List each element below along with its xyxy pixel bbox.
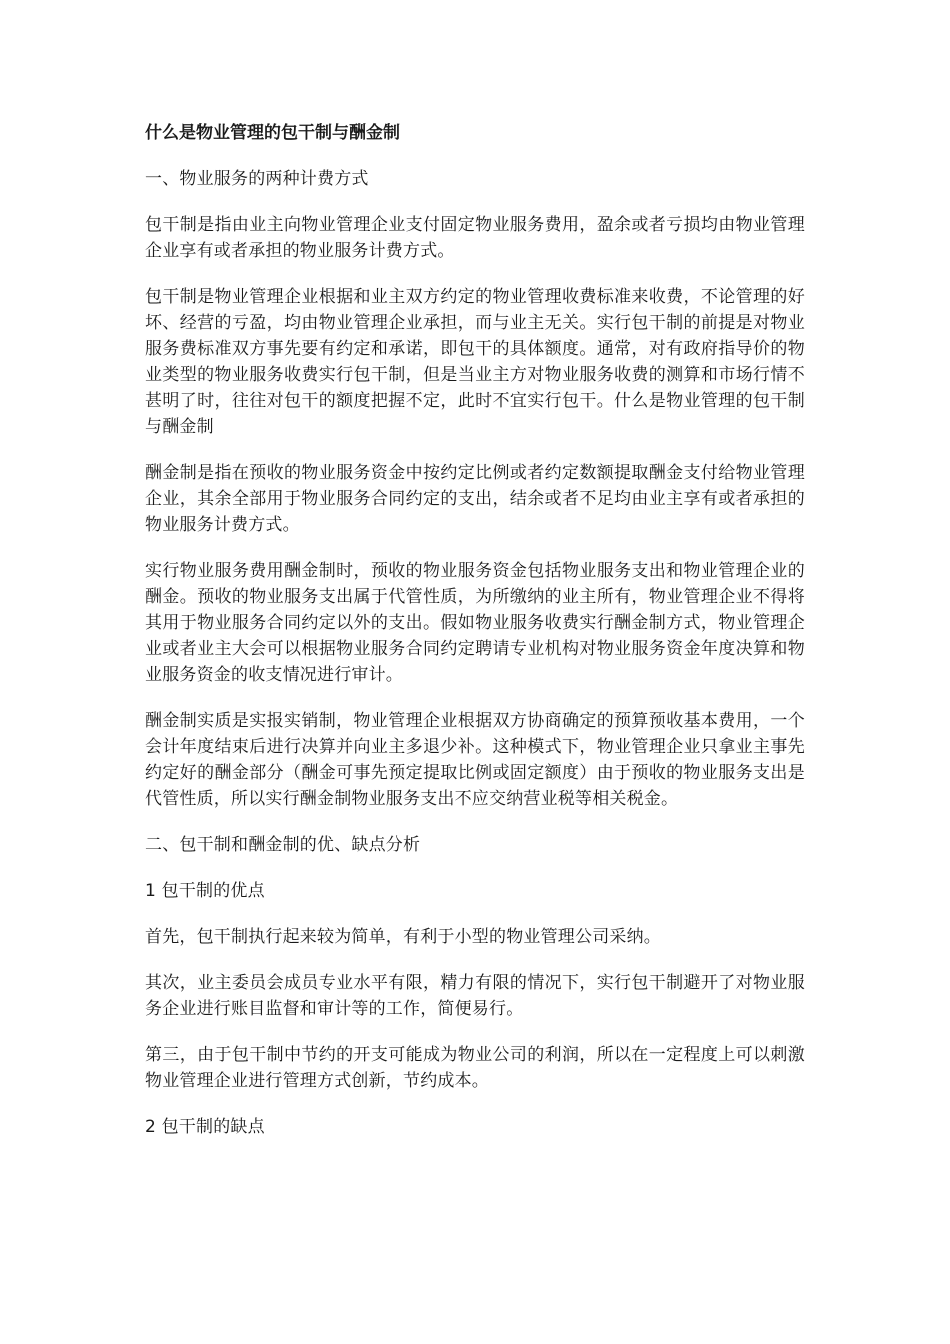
paragraph: 酬金制实质是实报实销制，物业管理企业根据双方协商确定的预算预收基本费用，一个会计年度结束后进行决算并向业主多退少补。这种模式下，物业管理企业只拿业主事先约定好的酬金部分（酬金可事先预定提取比例或固定额度）由于预收的物业服务支出是代管性质，所以实行酬金制物业服务支出不应交纳营业税等相关税金。 xyxy=(145,711,805,809)
section-heading-1: 一、物业服务的两种计费方式 xyxy=(145,169,369,189)
subheading-advantages: 1 包干制的优点 xyxy=(145,881,265,901)
paragraph: 实行物业服务费用酬金制时，预收的物业服务资金包括物业服务支出和物业管理企业的酬金。预收的物业服务支出属于代管性质，为所缴纳的业主所有，物业管理企业不得将其用于物业服务合同约定以外的支出。假如物业服务收费实行酬金制方式，物业管理企业或者业主大会可以根据物业服务合同约定聘请专业机构对物业服务资金年度决算和物业服务资金的收支情况进行审计。 xyxy=(145,561,805,685)
paragraph: 酬金制是指在预收的物业服务资金中按约定比例或者约定数额提取酬金支付给物业管理企业，其余全部用于物业服务合同约定的支出，结余或者不足均由业主享有或者承担的物业服务计费方式。 xyxy=(145,463,805,535)
document-title: 什么是物业管理的包干制与酬金制 xyxy=(145,123,400,143)
paragraph: 其次，业主委员会成员专业水平有限，精力有限的情况下，实行包干制避开了对物业服务企业进行账目监督和审计等的工作，简便易行。 xyxy=(145,973,805,1019)
paragraph: 包干制是指由业主向物业管理企业支付固定物业服务费用，盈余或者亏损均由物业管理企业享有或者承担的物业服务计费方式。 xyxy=(145,215,805,261)
subheading-disadvantages: 2 包干制的缺点 xyxy=(145,1117,265,1137)
paragraph: 第三，由于包干制中节约的开支可能成为物业公司的利润，所以在一定程度上可以刺激物业管理企业进行管理方式创新，节约成本。 xyxy=(145,1045,805,1091)
paragraph: 包干制是物业管理企业根据和业主双方约定的物业管理收费标准来收费，不论管理的好坏、经营的亏盈，均由物业管理企业承担，而与业主无关。实行包干制的前提是对物业服务费标准双方事先要有约定和承诺，即包干的具体额度。通常，对有政府指导价的物业类型的物业服务收费实行包干制，但是当业主方对物业服务收费的测算和市场行情不甚明了时，往往对包干的额度把握不定，此时不宜实行包干。什么是物业管理的包干制与酬金制 xyxy=(145,287,805,437)
section-heading-2: 二、包干制和酬金制的优、缺点分析 xyxy=(145,835,421,855)
paragraph: 首先，包干制执行起来较为简单，有利于小型的物业管理公司采纳。 xyxy=(145,927,661,947)
document-page xyxy=(145,120,805,1160)
